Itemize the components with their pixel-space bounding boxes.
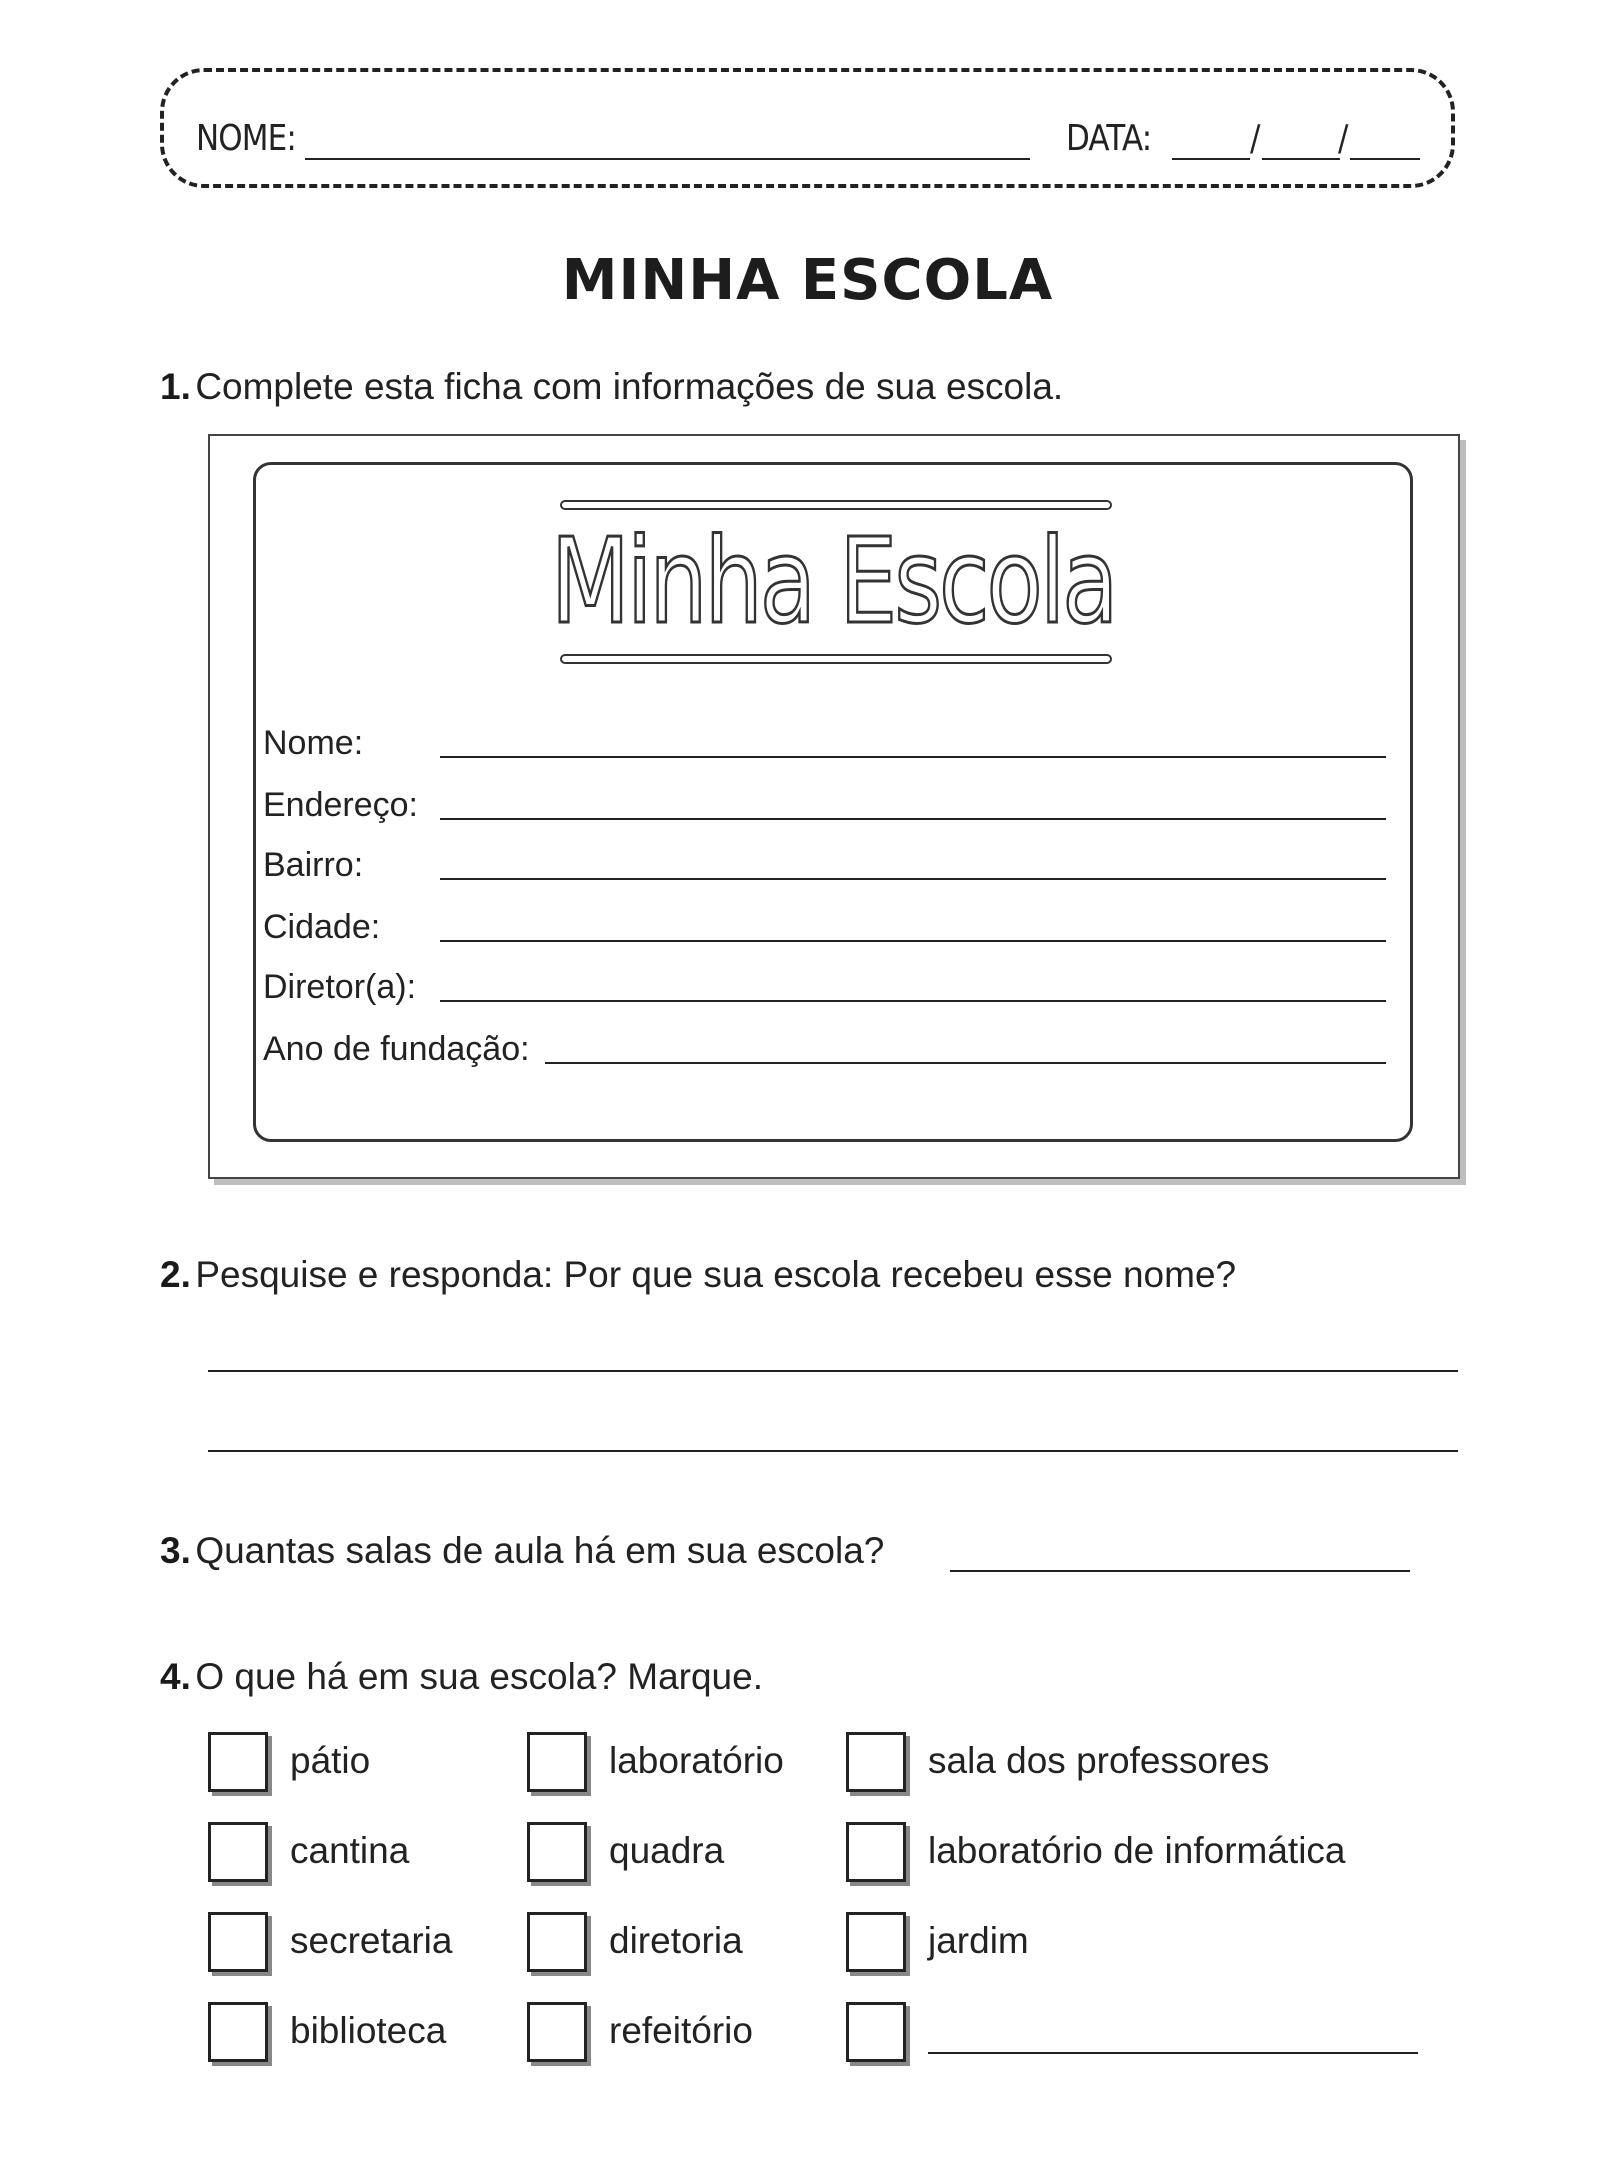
checkbox-sala-professores[interactable] (846, 1732, 906, 1792)
checkbox-laboratorio-informatica[interactable] (846, 1822, 906, 1882)
answer-line-1[interactable] (208, 1370, 1458, 1372)
card-title: Minha Escola (550, 512, 1116, 650)
question-2 (160, 1254, 1236, 1296)
header-box (160, 68, 1455, 188)
field-label-cidade: Cidade: (263, 908, 381, 946)
field-line-bairro[interactable] (440, 878, 1386, 880)
checkbox-label: laboratório de informática (928, 1830, 1346, 1871)
checkbox-label: laboratório (609, 1740, 784, 1781)
date-label: DATA: (1066, 118, 1152, 159)
question-4 (160, 1656, 763, 1698)
card-title-rule-top (560, 500, 1112, 510)
card-title-rule-bottom (560, 654, 1112, 664)
name-field[interactable] (305, 158, 1030, 160)
field-label-endereco: Endereço: (263, 786, 418, 824)
checkbox-jardim[interactable] (846, 1912, 906, 1972)
field-line-nome[interactable] (440, 756, 1386, 758)
checkbox-cantina[interactable] (208, 1822, 268, 1882)
checkbox-other[interactable] (846, 2002, 906, 2062)
page-title: MINHA ESCOLA (561, 248, 1054, 313)
field-label-bairro: Bairro: (263, 846, 364, 884)
answer-line-2[interactable] (208, 1450, 1458, 1452)
question-1 (160, 366, 1063, 408)
field-line-diretor[interactable] (440, 1000, 1386, 1002)
field-line-cidade[interactable] (440, 940, 1386, 942)
field-label-nome: Nome: (263, 724, 364, 762)
checkbox-label: quadra (609, 1830, 725, 1871)
question-text: Pesquise e responda: Por que sua escola recebeu esse nome? (195, 1254, 1237, 1295)
checkbox-label: refeitório (609, 2010, 753, 2051)
checkbox-label: cantina (290, 1830, 410, 1871)
checkbox-patio[interactable] (208, 1732, 268, 1792)
field-line-ano-fundacao[interactable] (545, 1062, 1386, 1064)
checkbox-diretoria[interactable] (527, 1912, 587, 1972)
name-label: NOME: (196, 118, 296, 159)
checkbox-label: secretaria (290, 1920, 453, 1961)
date-month-field[interactable] (1262, 158, 1340, 160)
field-line-endereco[interactable] (440, 818, 1386, 820)
date-day-field[interactable] (1172, 158, 1250, 160)
checkbox-biblioteca[interactable] (208, 2002, 268, 2062)
checkbox-refeitorio[interactable] (527, 2002, 587, 2062)
question-text: Quantas salas de aula há em sua escola? (195, 1530, 885, 1571)
question-3 (160, 1530, 884, 1572)
checkbox-label: pátio (290, 1740, 371, 1781)
question-number: 1. (160, 366, 191, 407)
checkbox-label: sala dos professores (928, 1740, 1270, 1781)
checkbox-secretaria[interactable] (208, 1912, 268, 1972)
date-separator: / (1338, 118, 1348, 159)
checkbox-quadra[interactable] (527, 1822, 587, 1882)
question-number: 3. (160, 1530, 191, 1571)
question-text: O que há em sua escola? Marque. (195, 1656, 763, 1697)
question-number: 4. (160, 1656, 191, 1697)
other-item-line[interactable] (928, 2052, 1418, 2054)
checkbox-laboratorio[interactable] (527, 1732, 587, 1792)
checkbox-label: jardim (928, 1920, 1029, 1961)
checkbox-label: biblioteca (290, 2010, 447, 2051)
answer-line-salas[interactable] (950, 1570, 1410, 1572)
field-label-ano-fundacao: Ano de fundação: (263, 1030, 530, 1068)
date-separator: / (1250, 118, 1260, 159)
question-number: 2. (160, 1254, 191, 1295)
date-year-field[interactable] (1350, 158, 1420, 160)
checkbox-label: diretoria (609, 1920, 743, 1961)
question-text: Complete esta ficha com informações de sua escola. (195, 366, 1064, 407)
field-label-diretor: Diretor(a): (263, 968, 417, 1006)
